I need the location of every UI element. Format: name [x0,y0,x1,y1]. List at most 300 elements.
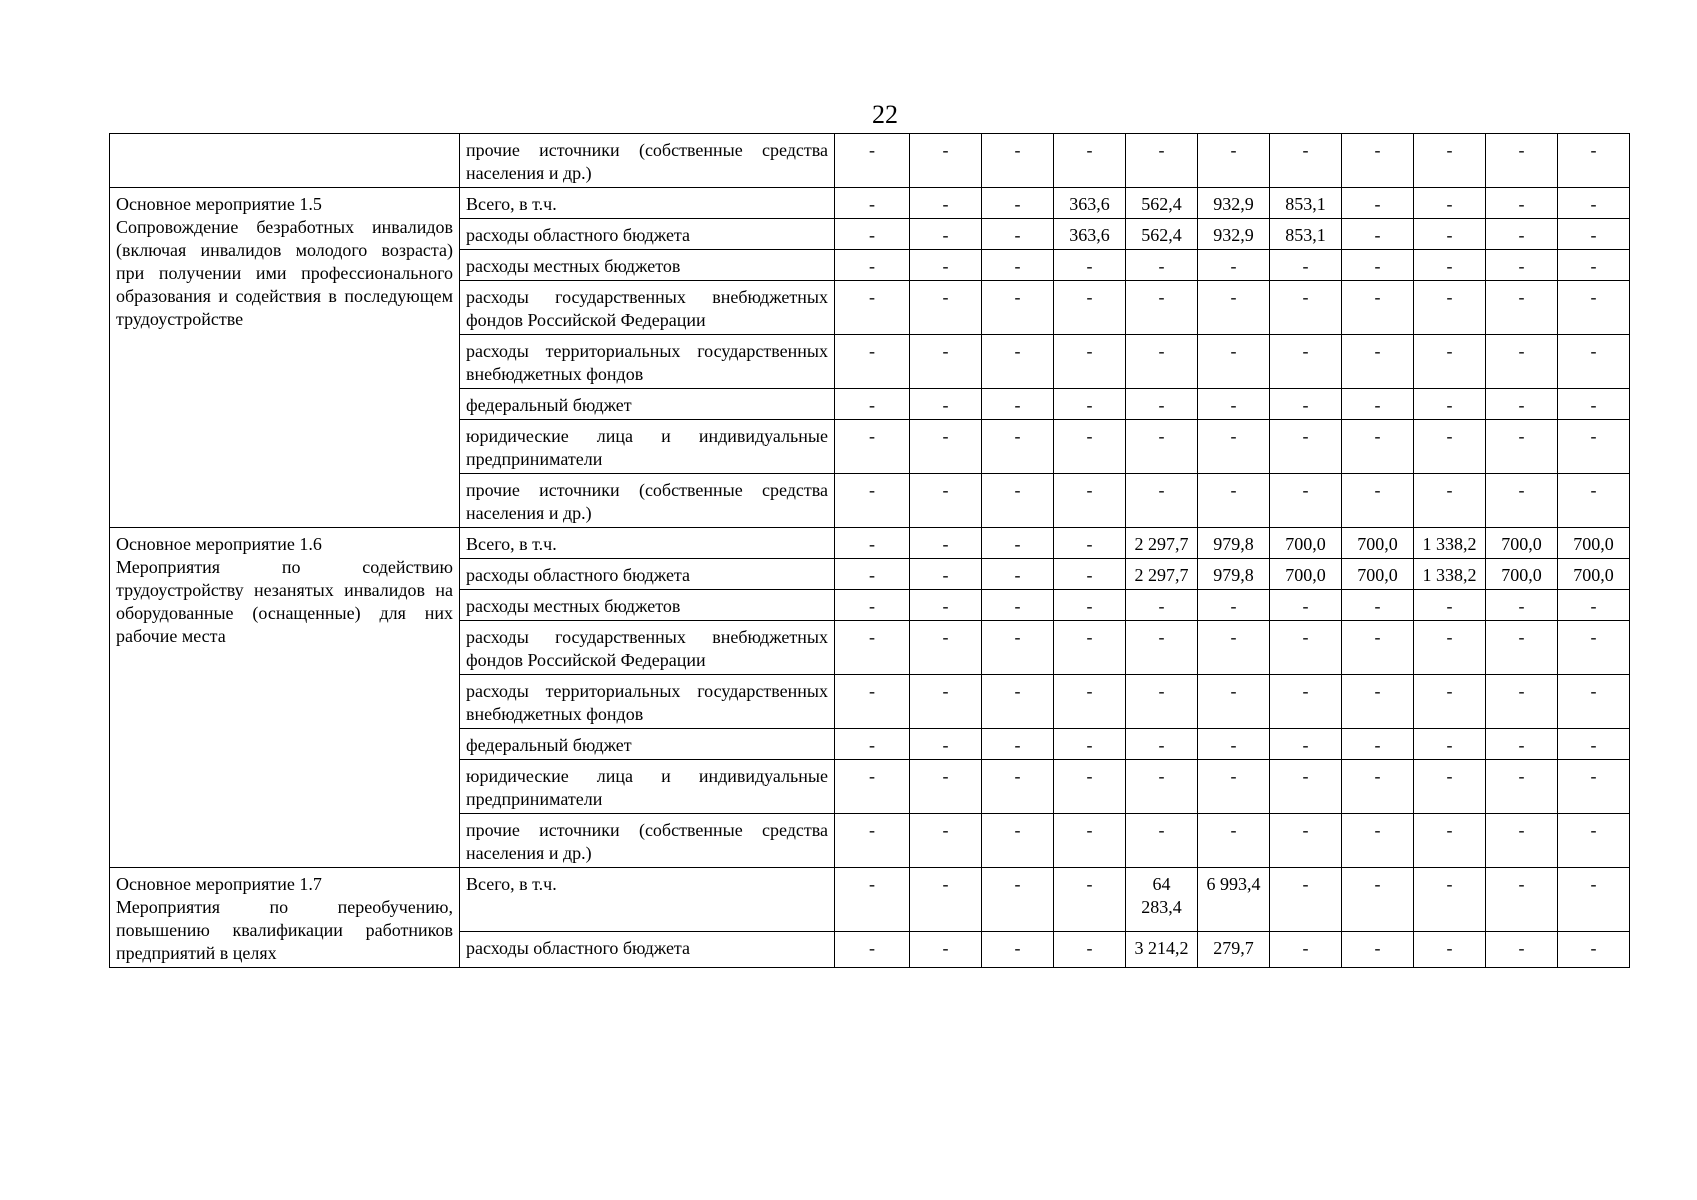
value-cell [1270,760,1342,814]
cell-value: - [1518,681,1525,701]
value-cell [1126,559,1198,590]
value-cell [910,281,982,335]
cell-value: 562,4 [1141,194,1182,214]
value-cell [1054,420,1126,474]
value-cell [982,281,1054,335]
activity-cell-empty [110,134,460,188]
value-cell [1414,621,1486,675]
cell-value: 700,0 [1501,534,1542,554]
cell-value: 853,1 [1285,225,1326,245]
cell-value: - [1158,287,1165,307]
cell-value: - [1014,287,1021,307]
value-cell [1198,188,1270,219]
value-cell [1486,134,1558,188]
cell-value: - [1302,426,1309,446]
value-cell [1198,814,1270,868]
cell-value: - [1302,937,1309,958]
cell-value: - [942,194,949,214]
value-cell [1342,931,1414,967]
value-cell [982,219,1054,250]
value-cell [1486,814,1558,868]
activity-title: Мероприятия по переобучению, повышению квалификации работников предприятий в целях [116,897,453,963]
value-cell [1126,420,1198,474]
cell-value: - [1158,627,1165,647]
cell-value: - [1374,194,1381,214]
cell-value: - [869,287,875,307]
value-cell [1054,729,1126,760]
table-body [110,134,1630,968]
value-cell [1270,219,1342,250]
value-cell [1054,675,1126,729]
cell-value: - [942,874,949,894]
value-cell [1054,559,1126,590]
value-cell [1414,335,1486,389]
cell-value: - [1158,596,1165,616]
cell-value: - [1014,480,1021,500]
value-cell [1054,188,1126,219]
cell-value: - [942,735,949,755]
value-cell [1270,528,1342,559]
value-cell [1414,420,1486,474]
cell-value: - [1518,426,1525,446]
cell-value: - [1446,820,1453,840]
value-cell [1486,335,1558,389]
cell-value: - [1590,194,1597,214]
cell-value: - [869,766,875,786]
value-cell [982,420,1054,474]
value-cell [1558,621,1630,675]
cell-value: - [1014,395,1021,415]
source-cell: федеральный бюджет [460,729,835,760]
value-cell [910,675,982,729]
value-cell [1486,675,1558,729]
cell-value: 64 283,4 [1141,874,1182,917]
cell-value: 700,0 [1573,534,1614,554]
cell-value: - [1374,341,1381,361]
cell-value: - [1302,341,1309,361]
value-cell [1558,814,1630,868]
cell-value: 279,7 [1213,937,1254,958]
cell-value: 700,0 [1501,565,1542,585]
value-cell [1558,675,1630,729]
value-cell [1054,219,1126,250]
value-cell [982,729,1054,760]
cell-value: - [1014,681,1021,701]
cell-value: - [1446,766,1453,786]
value-cell [910,188,982,219]
value-cell [1270,188,1342,219]
source-cell: расходы областного бюджета [460,931,835,967]
value-cell [1558,528,1630,559]
value-cell [1198,621,1270,675]
cell-value: - [1374,735,1381,755]
value-cell [910,420,982,474]
cell-value: - [1158,766,1165,786]
cell-value: - [1518,256,1525,276]
cell-value: - [869,681,875,701]
source-cell: расходы государственных внебюджетных фондов Российской Федерации [460,621,835,675]
value-cell [1414,814,1486,868]
cell-value: - [1158,341,1165,361]
cell-value: - [1230,681,1237,701]
cell-value: - [1230,140,1237,160]
cell-value: 932,9 [1213,194,1254,214]
value-cell [982,590,1054,621]
cell-value: - [1086,480,1093,500]
cell-value: - [1086,534,1093,554]
source-cell: расходы территориальных государственных внебюджетных фондов [460,335,835,389]
value-cell [1198,528,1270,559]
cell-value: - [869,735,875,755]
source-cell: Всего, в т.ч. [460,528,835,559]
cell-value: - [869,937,875,958]
value-cell [1414,868,1486,932]
value-cell [1558,335,1630,389]
value-cell [1342,675,1414,729]
cell-value: - [942,395,949,415]
cell-value: - [1446,341,1453,361]
value-cell [1126,621,1198,675]
value-cell [982,621,1054,675]
source-cell: Всего, в т.ч. [460,188,835,219]
cell-value: - [1590,140,1597,160]
value-cell [835,335,910,389]
value-cell [910,760,982,814]
cell-value: 6 993,4 [1206,874,1261,894]
cell-value: - [1374,820,1381,840]
cell-value: - [1590,426,1597,446]
cell-value: - [1014,341,1021,361]
cell-value: 2 297,7 [1134,534,1189,554]
cell-value: - [1014,140,1021,160]
cell-value: - [1446,627,1453,647]
cell-value: - [1518,735,1525,755]
cell-value: - [1302,256,1309,276]
cell-value: - [1086,140,1093,160]
value-cell [1342,868,1414,932]
cell-value: - [1302,395,1309,415]
value-cell [1486,281,1558,335]
value-cell [1126,931,1198,967]
value-cell [910,621,982,675]
cell-value: - [942,820,949,840]
source-cell: расходы областного бюджета [460,559,835,590]
source-cell: расходы государственных внебюджетных фондов Российской Федерации [460,281,835,335]
value-cell [1198,675,1270,729]
activity-cell [110,868,460,968]
cell-value: - [1446,681,1453,701]
value-cell [910,868,982,932]
cell-value: - [869,194,875,214]
value-cell [1342,590,1414,621]
value-cell [910,931,982,967]
value-cell [1486,868,1558,932]
cell-value: - [942,225,949,245]
cell-value: - [1302,766,1309,786]
value-cell [1126,590,1198,621]
cell-value: 853,1 [1285,194,1326,214]
source-cell: прочие источники (собственные средства населения и др.) [460,474,835,528]
value-cell [1414,250,1486,281]
value-cell [1342,250,1414,281]
value-cell [910,250,982,281]
value-cell [1198,590,1270,621]
value-cell [1486,474,1558,528]
source-cell: прочие источники (собственные средства населения и др.) [460,814,835,868]
value-cell [1198,219,1270,250]
cell-value: - [1374,140,1381,160]
value-cell [910,134,982,188]
value-cell [1054,590,1126,621]
cell-value: - [869,426,875,446]
cell-value: - [1158,256,1165,276]
value-cell [1126,335,1198,389]
cell-value: - [1446,140,1453,160]
cell-value: - [1014,735,1021,755]
value-cell [1054,134,1126,188]
value-cell [1342,389,1414,420]
value-cell [1270,134,1342,188]
activity-title: Сопровождение безработных инвалидов (включая инвалидов молодого возраста) при получении ими профессионального образования и содействия в последующем трудоустройстве [116,217,453,329]
cell-value: - [1518,194,1525,214]
value-cell [835,675,910,729]
value-cell [910,590,982,621]
value-cell [1342,814,1414,868]
value-cell [835,528,910,559]
cell-value: - [1302,627,1309,647]
cell-value: - [1590,681,1597,701]
value-cell [1342,134,1414,188]
cell-value: - [1302,874,1309,894]
activity-title: Мероприятия по содействию трудоустройству незанятых инвалидов на оборудованные (оснащенные) для них рабочие места [116,557,453,646]
cell-value: - [1230,820,1237,840]
value-cell [1054,528,1126,559]
value-cell [1198,281,1270,335]
cell-value: - [1446,426,1453,446]
value-cell [1126,675,1198,729]
cell-value: - [1590,627,1597,647]
cell-value: - [1230,480,1237,500]
cell-value: - [1374,426,1381,446]
cell-value: - [1374,937,1381,958]
value-cell [1342,219,1414,250]
cell-value: - [1590,395,1597,415]
value-cell [1198,760,1270,814]
value-cell [1270,389,1342,420]
cell-value: - [1446,256,1453,276]
value-cell [982,760,1054,814]
cell-value: - [1230,627,1237,647]
cell-value: - [1086,395,1093,415]
value-cell [982,528,1054,559]
cell-value: - [1086,256,1093,276]
value-cell [1414,389,1486,420]
value-cell [1558,188,1630,219]
cell-value: - [1446,287,1453,307]
value-cell [910,729,982,760]
value-cell [1126,389,1198,420]
table-row [110,868,1630,932]
value-cell [1414,559,1486,590]
value-cell [1270,250,1342,281]
value-cell [1414,675,1486,729]
value-cell [1558,389,1630,420]
value-cell [1054,760,1126,814]
cell-value: - [942,287,949,307]
cell-value: 700,0 [1285,565,1326,585]
cell-value: - [942,627,949,647]
cell-value: - [1374,874,1381,894]
value-cell [1414,134,1486,188]
cell-value: - [1446,225,1453,245]
source-cell: расходы местных бюджетов [460,250,835,281]
cell-value: - [869,341,875,361]
value-cell [1270,420,1342,474]
cell-value: - [1158,681,1165,701]
cell-value: 700,0 [1573,565,1614,585]
cell-value: - [1086,735,1093,755]
value-cell [1126,868,1198,932]
value-cell [1198,729,1270,760]
value-cell [1342,474,1414,528]
value-cell [1270,675,1342,729]
value-cell [1126,760,1198,814]
cell-value: - [1014,627,1021,647]
value-cell [835,621,910,675]
value-cell [1198,389,1270,420]
value-cell [910,335,982,389]
value-cell [1198,868,1270,932]
value-cell [1558,931,1630,967]
cell-value: - [1086,596,1093,616]
value-cell [910,528,982,559]
value-cell [910,814,982,868]
value-cell [835,134,910,188]
value-cell [1054,389,1126,420]
cell-value: - [1014,874,1021,894]
value-cell [1558,250,1630,281]
value-cell [835,420,910,474]
cell-value: - [1590,735,1597,755]
value-cell [1558,729,1630,760]
value-cell [982,134,1054,188]
value-cell [1342,420,1414,474]
page-number: 22 [872,100,898,129]
value-cell [1414,590,1486,621]
value-cell [1270,931,1342,967]
value-cell [1054,868,1126,932]
cell-value: - [1086,341,1093,361]
value-cell [1270,590,1342,621]
value-cell [1414,188,1486,219]
activity-number: Основное мероприятие 1.5 [116,194,322,214]
cell-value: - [1230,256,1237,276]
value-cell [1126,281,1198,335]
value-cell [1486,528,1558,559]
value-cell [1126,814,1198,868]
cell-value: 700,0 [1357,565,1398,585]
table-row [110,188,1630,219]
source-cell: юридические лица и индивидуальные предприниматели [460,760,835,814]
value-cell [1414,474,1486,528]
cell-value: - [1014,766,1021,786]
cell-value: - [1518,287,1525,307]
cell-value: - [1086,287,1093,307]
cell-value: - [1446,937,1453,958]
cell-value: - [1158,395,1165,415]
value-cell [835,389,910,420]
cell-value: 363,6 [1069,225,1110,245]
cell-value: - [1086,937,1093,958]
value-cell [982,188,1054,219]
value-cell [1558,590,1630,621]
cell-value: - [1014,820,1021,840]
value-cell [1342,559,1414,590]
value-cell [1558,760,1630,814]
cell-value: - [1158,735,1165,755]
value-cell [982,675,1054,729]
value-cell [1558,420,1630,474]
activity-cell [110,188,460,528]
cell-value: - [1302,287,1309,307]
cell-value: - [1014,565,1021,585]
cell-value: - [1590,937,1597,958]
cell-value: 979,8 [1213,534,1254,554]
cell-value: 2 297,7 [1134,565,1189,585]
cell-value: - [1086,874,1093,894]
cell-value: - [869,480,875,500]
value-cell [835,219,910,250]
value-cell [1558,474,1630,528]
budget-table [109,133,1630,968]
cell-value: - [1518,140,1525,160]
cell-value: - [942,341,949,361]
value-cell [1270,621,1342,675]
value-cell [1126,250,1198,281]
cell-value: - [1014,256,1021,276]
cell-value: - [1518,766,1525,786]
cell-value: - [1446,874,1453,894]
value-cell [1558,134,1630,188]
table-row [110,528,1630,559]
cell-value: - [942,426,949,446]
value-cell [1270,474,1342,528]
activity-number: Основное мероприятие 1.7 [116,874,322,894]
value-cell [1270,559,1342,590]
cell-value: - [1518,225,1525,245]
cell-value: - [1446,596,1453,616]
value-cell [1486,250,1558,281]
cell-value: - [1518,395,1525,415]
cell-value: - [1302,140,1309,160]
cell-value: - [869,225,875,245]
cell-value: - [1374,395,1381,415]
cell-value: - [942,681,949,701]
value-cell [1054,814,1126,868]
value-cell [1198,335,1270,389]
cell-value: - [1014,194,1021,214]
cell-value: - [1158,426,1165,446]
value-cell [1414,760,1486,814]
value-cell [1414,528,1486,559]
cell-value: - [1590,766,1597,786]
cell-value: - [1086,681,1093,701]
value-cell [982,559,1054,590]
cell-value: - [1446,480,1453,500]
value-cell [1198,134,1270,188]
cell-value: - [1158,820,1165,840]
value-cell [1198,559,1270,590]
